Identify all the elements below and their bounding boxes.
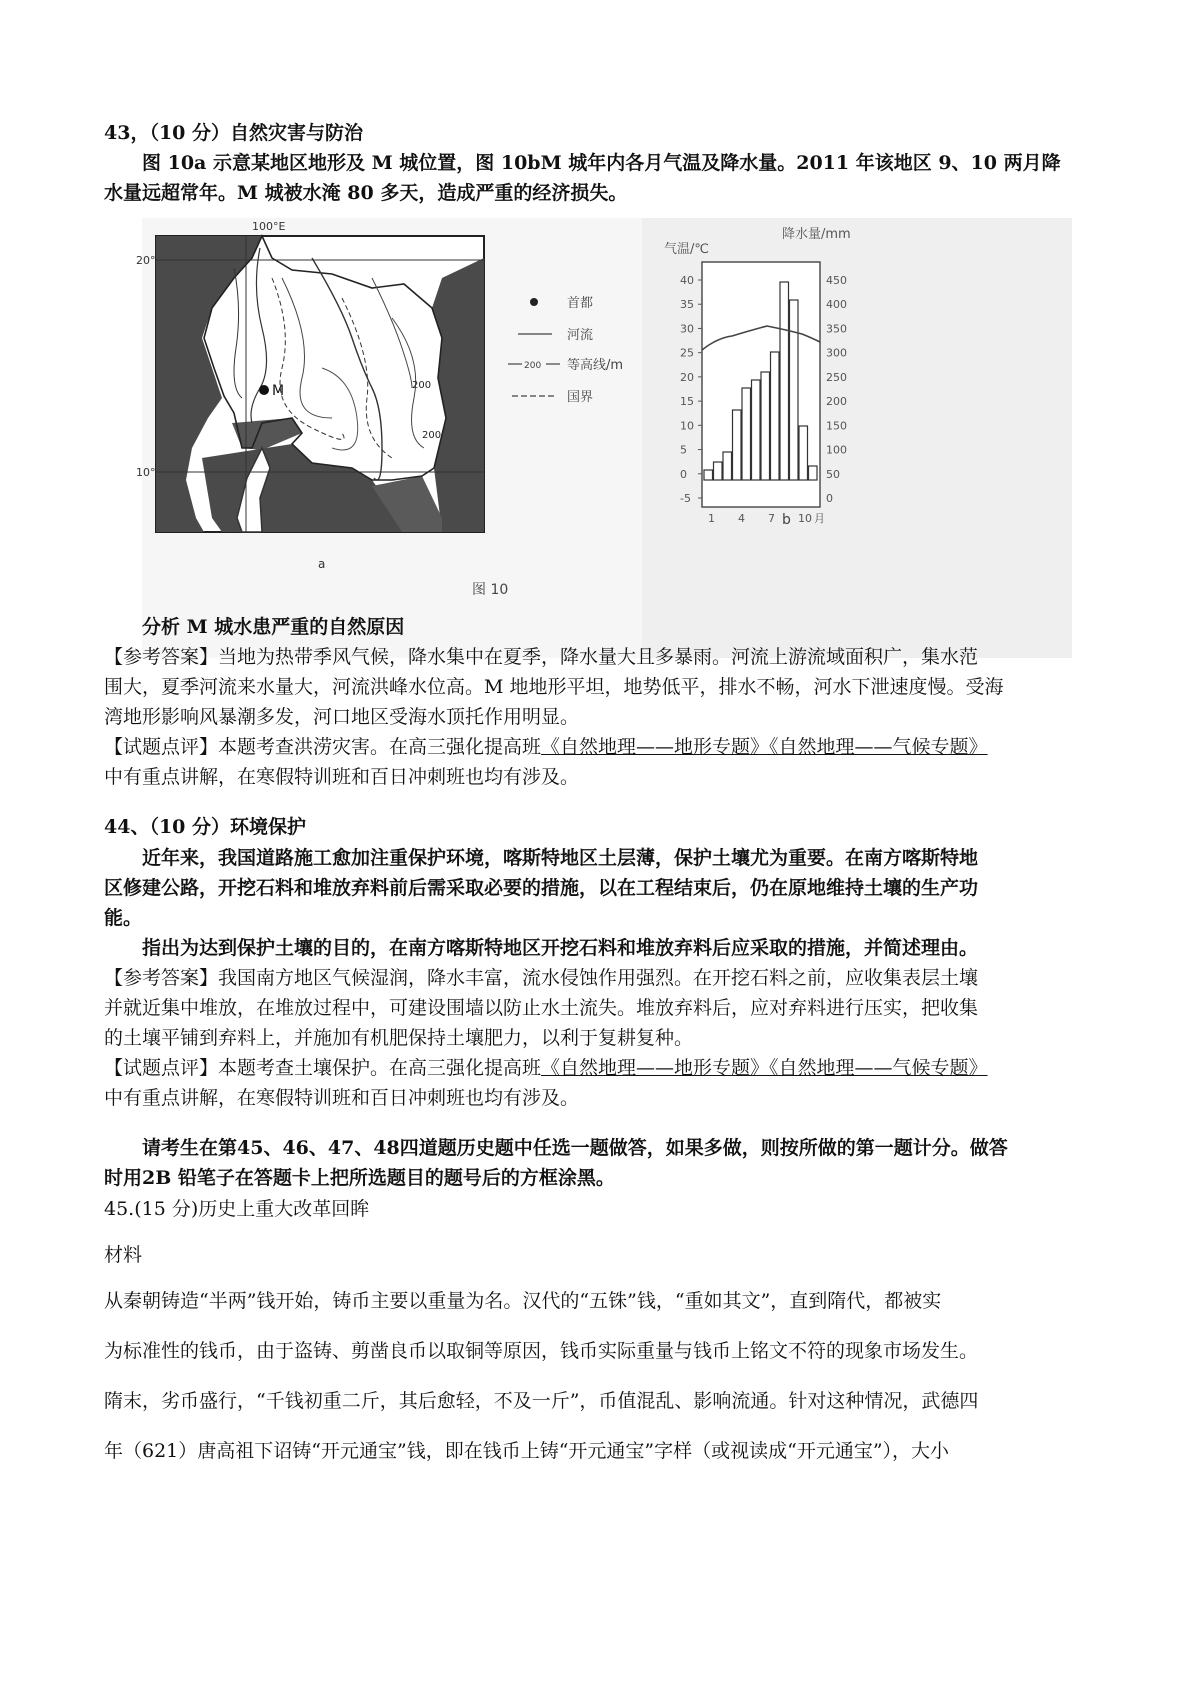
precip-tick-label: 200	[826, 395, 847, 409]
q43-intro-line1: 图 10a 示意某地区地形及 M 城位置，图 10bM 城年内各月气温及降水量。2011 年该地区 9、10 两月降	[142, 152, 1061, 174]
q45-title: 45.(15 分)历史上重大改革回眸	[104, 1198, 370, 1220]
q43-question: 分析 M 城水患严重的自然原因	[142, 616, 405, 638]
q45-material-label: 材料	[104, 1244, 143, 1266]
precip-bar	[771, 352, 780, 480]
q44-answer-line1	[104, 963, 1104, 994]
precip-bar	[704, 470, 713, 480]
q44-intro-line1: 近年来，我国道路施工愈加注重保护环境，喀斯特地区土层薄，保护土壤尤为重要。在南方喀斯特地	[142, 847, 979, 869]
answer-text: 当地为热带季风气候，降水集中在夏季，降水量大且多暴雨。河流上游流域面积广，集水范	[218, 646, 979, 668]
temp-tick-label: 30	[680, 322, 694, 336]
figure-10	[136, 218, 1072, 658]
q44-intro-line3: 能。	[104, 907, 143, 929]
comment-text: 本题考查洪涝灾害。在高三强化提高班	[218, 736, 542, 758]
precip-axis-title: 降水量/mm	[782, 227, 851, 242]
legend-border: 国界	[567, 390, 594, 405]
month-tick-label: 7	[768, 512, 775, 525]
precip-tick-label: 450	[826, 274, 847, 287]
instruction-line1: 请考生在第45、46、47、48四道题历史题中任选一题做答，如果多做，则按所做的第一题计分。做答	[142, 1137, 1008, 1159]
precip-tick-label: 0	[826, 492, 833, 505]
q45-paragraph-line2: 为标准性的钱币，由于盗铸、剪凿良币以取铜等原因，钱币实际重量与钱币上铭文不符的现象市场发生。	[104, 1340, 979, 1362]
temp-tick-label: 5	[680, 443, 687, 457]
precip-bar	[809, 466, 818, 480]
precip-tick-label: 50	[826, 467, 840, 481]
precip-bar	[790, 300, 799, 480]
month-unit-label: 月	[814, 512, 825, 525]
legend-river: 河流	[567, 328, 594, 343]
legend-capital: 首都	[567, 296, 594, 311]
legend-contour-value: 200	[524, 361, 542, 371]
q43-comment-line1	[104, 732, 1104, 763]
precip-bar	[742, 388, 751, 480]
month-tick-label: 1	[708, 512, 715, 525]
precip-tick-label: 100	[826, 443, 847, 457]
lat-bottom-label: 10°	[136, 466, 156, 479]
q44-question: 指出为达到保护土壤的目的，在南方喀斯特地区开挖石料和堆放弃料后应采取的措施，并简述理由。	[142, 937, 979, 959]
contour-label-2: 200	[422, 430, 442, 441]
q44-answer-line2: 并就近集中堆放，在堆放过程中，可建设围墙以防止水土流失。堆放弃料后，应对弃料进行压实，把收集	[104, 997, 979, 1019]
terrain-map	[156, 236, 484, 532]
q43-answer-line2: 围大，夏季河流来水量大，河流洪峰水位高。M 地地形平坦，地势低平，排水不畅，河水下泄速度慢。受海	[104, 676, 1004, 698]
q45-paragraph-line1: 从秦朝铸造“半两”钱开始，铸币主要以重量为名。汉代的“五铢”钱，“重如其文”，直到隋代，都被实	[104, 1290, 942, 1312]
q44-intro-line2: 区修建公路，开挖石料和堆放弃料前后需采取必要的措施，以在工程结束后，仍在原地维持土壤的生产功	[104, 877, 979, 899]
q43-intro-line2: 水量远超常年。M 城被水淹 80 多天，造成严重的经济损失。	[104, 182, 628, 204]
precip-bar	[714, 462, 723, 480]
temp-axis-title: 气温/℃	[664, 242, 709, 257]
subfigure-a-label: a	[318, 557, 326, 571]
q44-answer-line3: 的土壤平铺到弃料上，并施加有机肥保持土壤肥力，以利于复耕复种。	[104, 1027, 694, 1049]
answer-label: 【参考答案】	[104, 646, 219, 668]
precip-tick-label: 300	[826, 346, 847, 360]
comment-text: 本题考查土壤保护。在高三强化提高班	[218, 1057, 542, 1079]
lon-label: 100°E	[252, 220, 286, 233]
q43-answer-line1	[104, 642, 1104, 673]
temp-tick-label: 10	[680, 419, 694, 433]
temp-tick-label: -5	[680, 492, 691, 505]
month-tick-label: 10	[798, 512, 812, 525]
comment-course-names: 《自然地理——地形专题》《自然地理——气候专题》	[541, 1057, 988, 1079]
q43-comment-line2: 中有重点讲解，在寒假特训班和百日冲刺班也均有涉及。	[104, 766, 580, 788]
precip-tick-label: 350	[826, 322, 847, 336]
answer-label: 【参考答案】	[104, 967, 219, 989]
subfigure-b-label: b	[782, 512, 791, 528]
precip-bar	[723, 452, 732, 480]
precip-bar	[780, 282, 789, 480]
month-tick-label: 4	[738, 512, 745, 525]
q44-comment-line1	[104, 1053, 1104, 1084]
precip-tick-label: 400	[826, 298, 847, 312]
q44-title: 44、（10 分）环境保护	[104, 816, 306, 838]
precip-tick-label: 150	[826, 419, 847, 433]
contour-label-1: 200	[412, 380, 432, 391]
temp-tick-label: 25	[680, 346, 694, 360]
comment-course-names: 《自然地理——地形专题》《自然地理——气候专题》	[541, 736, 988, 758]
q45-paragraph-line3: 隋末，劣币盛行，“千钱初重二斤，其后愈轻，不及一斤”，币值混乱、影响流通。针对这种情况，武德四	[104, 1390, 979, 1412]
precip-bar	[799, 426, 808, 480]
q43-answer-line3: 湾地形影响风暴潮多发，河口地区受海水顶托作用明显。	[104, 706, 580, 728]
precip-tick-label: 250	[826, 370, 847, 384]
temp-tick-label: 15	[680, 395, 694, 409]
precip-bar	[733, 410, 742, 480]
temp-tick-label: 40	[680, 274, 694, 287]
temp-tick-label: 0	[680, 467, 687, 481]
comment-label: 【试题点评】	[104, 1057, 219, 1079]
temp-tick-label: 20	[680, 370, 694, 384]
precip-bar	[761, 372, 770, 480]
temp-tick-label: 35	[680, 298, 694, 312]
lat-top-label: 20°	[136, 254, 156, 267]
q44-comment-line2: 中有重点讲解，在寒假特训班和百日冲刺班也均有涉及。	[104, 1087, 580, 1109]
q43-title: 43，（10 分）自然灾害与防治	[104, 122, 363, 144]
instruction-line2: 时用2B 铅笔子在答题卡上把所选题目的题号后的方框涂黑。	[104, 1167, 615, 1189]
comment-label: 【试题点评】	[104, 736, 219, 758]
q45-paragraph-line4: 年（621）唐高祖下诏铸“开元通宝”钱，即在钱币上铸“开元通宝”字样（或视读成“开元通宝”），大小	[104, 1440, 950, 1462]
answer-text: 我国南方地区气候湿润，降水丰富，流水侵蚀作用强烈。在开挖石料之前，应收集表层土壤	[218, 967, 979, 989]
legend-contour: 等高线/m	[567, 358, 624, 373]
legend-capital-symbol	[530, 298, 538, 306]
city-m-label: M	[272, 383, 285, 399]
figure-caption: 图 10	[472, 582, 509, 598]
precip-bar	[752, 380, 761, 480]
